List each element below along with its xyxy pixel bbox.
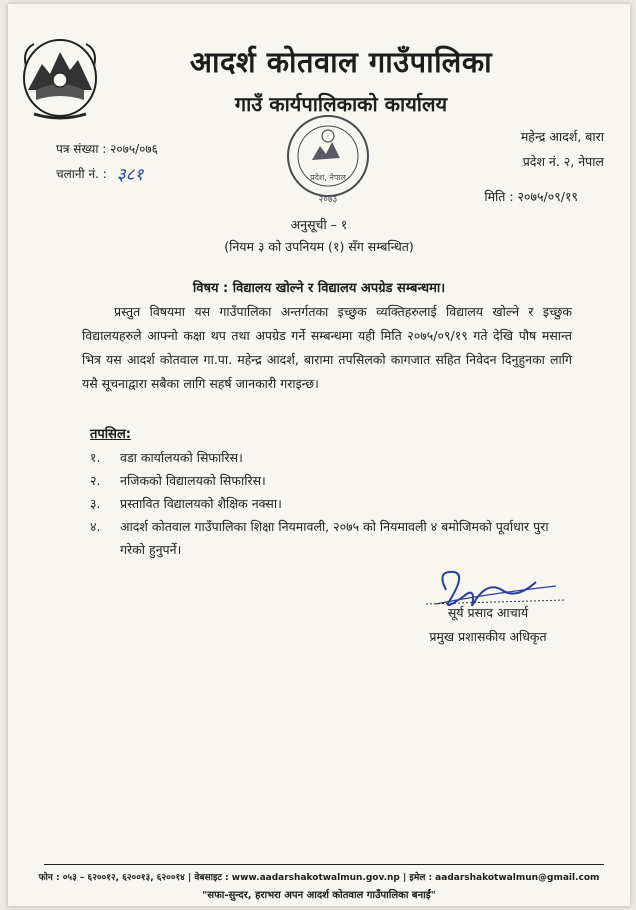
letter-page — [8, 4, 630, 906]
dispatch-number-value: ३८१ — [116, 165, 144, 185]
signatory-name: सूर्य प्रसाद आचार्य — [447, 605, 529, 620]
address-line-2: प्रदेश नं. २, नेपाल — [522, 154, 604, 169]
dispatch-number — [56, 162, 143, 185]
list-item-number: ३. — [90, 496, 101, 511]
list-item-number: १. — [90, 450, 101, 465]
list-item — [90, 446, 570, 469]
letter-date: मिति : २०७५/०९/१९ — [484, 189, 578, 204]
office-stamp — [280, 110, 376, 208]
svg-text:२०७३: २०७३ — [318, 195, 338, 205]
office-subtitle: गाउँ कार्यपालिकाको कार्यालय — [234, 92, 448, 116]
organization-title: आदर्श कोतवाल गाउँपालिका — [189, 45, 493, 79]
signatory-title: प्रमुख प्रशासकीय अधिकृत — [429, 629, 547, 644]
svg-text:प्रदेश, नेपाल: प्रदेश, नेपाल — [310, 173, 346, 182]
details-heading: तपसिल: — [90, 427, 131, 442]
dispatch-number-label: चलानी नं. : — [56, 167, 107, 181]
details-list — [90, 446, 570, 561]
footer-contact: फोन : ०५३ – ६२००१२, ६२००१३, ६२००१४ | वेबसाइट : www.aadarshakotwalmun.gov.np | इमेल : aadarshakotwalmun@gmail.com — [38, 873, 600, 883]
list-item-text: वडा कार्यालयको सिफारिस। — [120, 450, 243, 465]
list-item-text: प्रस्तावित विद्यालयको शैक्षिक नक्सा। — [120, 496, 282, 511]
list-item-number: ४. — [90, 519, 101, 534]
list-item-text: नजिकको विद्यालयको सिफारिस। — [120, 473, 266, 488]
schedule-title: अनुसूची – १ — [290, 217, 348, 232]
list-item — [90, 469, 570, 492]
list-item — [90, 492, 570, 515]
list-item-text: आदर्श कोतवाल गाउँपालिका शिक्षा नियमावली, २०७५ को नियमावली ४ बमोजिमको पूर्वाधार पुरा गरेको हुनुपर्ने। — [120, 519, 549, 557]
letter-number: पत्र संख्या : २०७५/०७६ — [56, 142, 158, 156]
footer-slogan: "सफा-सुन्दर, हराभरा अपन आदर्श कोतवाल गाउँपालिका बनाईं" — [202, 890, 436, 901]
list-item — [90, 515, 570, 561]
list-item-number: २. — [90, 473, 101, 488]
letter-subject: विषय : विद्यालय खोल्ने र विद्यालय अपग्रेड सम्बन्धमा। — [192, 281, 446, 296]
schedule-rule: (नियम ३ को उपनियम (१) सँग सम्बन्धित) — [224, 239, 414, 254]
footer-divider — [44, 864, 604, 865]
body-paragraph — [82, 300, 572, 396]
body-text: प्रस्तुत विषयमा यस गाउँपालिका अन्तर्गतका इच्छुक व्यक्तिहरुलाई विद्यालय खोल्ने र इच्छुक विद्यालयहरुले आफ्नो कक्षा थप तथा अपग्रेड गर्ने सम्बन्धमा यही मिति २०७५/०९/१९ गते देखि पौष मसान्त भित्र यस आदर्श कोतवाल गा.पा. महेन्द्र आदर्श, बारामा तपसिलको कागजात सहित निवेदन दिनुहुनका लागि यसै सूचनाद्वारा सबैका लागि सहर्ष जानकारी गराइन्छ। — [82, 304, 572, 391]
nepal-emblem-logo — [20, 30, 100, 120]
address-line-1: महेन्द्र आदर्श, बारा — [520, 129, 604, 144]
